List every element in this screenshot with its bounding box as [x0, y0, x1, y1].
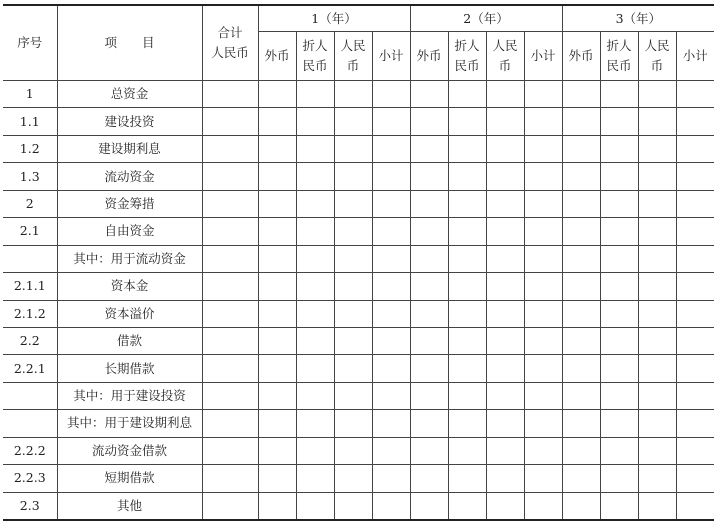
header-converted-rmb-year-3 — [600, 32, 638, 81]
empty-cell — [486, 245, 524, 272]
empty-cell — [334, 355, 372, 382]
empty-cell — [486, 492, 524, 520]
empty-cell — [638, 327, 676, 354]
empty-cell — [600, 492, 638, 520]
empty-cell — [676, 437, 714, 464]
empty-cell — [638, 300, 676, 327]
header-rmb-year-3 — [638, 32, 676, 81]
empty-cell — [334, 492, 372, 520]
empty-cell — [448, 81, 486, 108]
empty-cell — [600, 190, 638, 217]
empty-cell — [202, 382, 258, 409]
row-item: 资本金 — [57, 273, 202, 300]
empty-cell — [410, 163, 448, 190]
empty-cell — [202, 273, 258, 300]
table-row — [3, 245, 714, 272]
empty-cell — [600, 273, 638, 300]
empty-cell — [638, 492, 676, 520]
empty-cell — [410, 382, 448, 409]
empty-cell — [676, 163, 714, 190]
header-foreign-currency-label: 外币 — [416, 48, 442, 63]
table-row — [3, 163, 714, 190]
table-row — [3, 492, 714, 520]
empty-cell — [638, 465, 676, 492]
empty-cell — [202, 327, 258, 354]
empty-cell — [202, 108, 258, 135]
empty-cell — [486, 300, 524, 327]
empty-cell — [258, 355, 296, 382]
empty-cell — [562, 218, 600, 245]
empty-cell — [334, 465, 372, 492]
empty-cell — [638, 81, 676, 108]
header-rmb-year-1 — [334, 32, 372, 81]
empty-cell — [600, 135, 638, 162]
empty-cell — [258, 300, 296, 327]
empty-cell — [410, 190, 448, 217]
empty-cell — [448, 300, 486, 327]
empty-cell — [562, 300, 600, 327]
empty-cell — [600, 465, 638, 492]
header-total-line2: 人民币 — [211, 45, 249, 60]
empty-cell — [486, 108, 524, 135]
empty-cell — [524, 163, 562, 190]
empty-cell — [448, 492, 486, 520]
header-rmb-year-2 — [486, 32, 524, 81]
header-rmb-label: 币 — [498, 58, 512, 73]
empty-cell — [638, 273, 676, 300]
table-row — [3, 465, 714, 492]
header-total-rmb — [202, 5, 258, 81]
header-subtotal-label: 小计 — [530, 48, 556, 63]
header-subtotal-label: 小计 — [682, 48, 708, 63]
header-foreign-currency-label: 外币 — [264, 48, 290, 63]
empty-cell — [372, 273, 410, 300]
row-item: 建设投资 — [57, 108, 202, 135]
empty-cell — [448, 218, 486, 245]
empty-cell — [600, 245, 638, 272]
empty-cell — [372, 190, 410, 217]
empty-cell — [258, 465, 296, 492]
empty-cell — [296, 327, 334, 354]
empty-cell — [372, 81, 410, 108]
empty-cell — [562, 135, 600, 162]
empty-cell — [372, 492, 410, 520]
row-seq: 2.1 — [3, 218, 57, 245]
empty-cell — [296, 273, 334, 300]
empty-cell — [600, 108, 638, 135]
empty-cell — [562, 108, 600, 135]
empty-cell — [448, 245, 486, 272]
header-converted-rmb-label: 折人 — [454, 38, 480, 53]
empty-cell — [638, 218, 676, 245]
empty-cell — [258, 382, 296, 409]
empty-cell — [486, 81, 524, 108]
empty-cell — [562, 465, 600, 492]
empty-cell — [448, 163, 486, 190]
header-subtotal-year-2 — [524, 32, 562, 81]
empty-cell — [334, 108, 372, 135]
empty-cell — [202, 355, 258, 382]
row-seq: 2.1.2 — [3, 300, 57, 327]
empty-cell — [600, 382, 638, 409]
empty-cell — [296, 382, 334, 409]
empty-cell — [202, 410, 258, 437]
empty-cell — [524, 382, 562, 409]
empty-cell — [296, 81, 334, 108]
table-row — [3, 300, 714, 327]
empty-cell — [600, 410, 638, 437]
empty-cell — [676, 355, 714, 382]
empty-cell — [676, 273, 714, 300]
empty-cell — [524, 437, 562, 464]
header-subtotal-year-1 — [372, 32, 410, 81]
empty-cell — [562, 163, 600, 190]
row-item: 流动资金借款 — [57, 437, 202, 464]
empty-cell — [258, 135, 296, 162]
empty-cell — [258, 437, 296, 464]
empty-cell — [296, 245, 334, 272]
row-seq: 2.2.2 — [3, 437, 57, 464]
empty-cell — [372, 108, 410, 135]
empty-cell — [676, 108, 714, 135]
table-row — [3, 108, 714, 135]
empty-cell — [296, 218, 334, 245]
empty-cell — [486, 465, 524, 492]
header-foreign-currency-year-1 — [258, 32, 296, 81]
empty-cell — [410, 218, 448, 245]
empty-cell — [202, 437, 258, 464]
empty-cell — [258, 108, 296, 135]
header-year-1: 1（年） — [258, 5, 410, 32]
empty-cell — [296, 108, 334, 135]
empty-cell — [258, 492, 296, 520]
row-item: 其中：用于建设期利息 — [57, 410, 202, 437]
empty-cell — [638, 410, 676, 437]
row-item: 长期借款 — [57, 355, 202, 382]
empty-cell — [296, 355, 334, 382]
empty-cell — [524, 465, 562, 492]
empty-cell — [334, 410, 372, 437]
empty-cell — [410, 327, 448, 354]
header-converted-rmb-label: 民币 — [454, 58, 480, 73]
table-row — [3, 81, 714, 108]
empty-cell — [258, 410, 296, 437]
empty-cell — [410, 437, 448, 464]
funding-table — [3, 4, 714, 521]
empty-cell — [600, 81, 638, 108]
empty-cell — [638, 190, 676, 217]
empty-cell — [410, 355, 448, 382]
row-item: 资本溢价 — [57, 300, 202, 327]
empty-cell — [676, 382, 714, 409]
empty-cell — [296, 492, 334, 520]
empty-cell — [372, 465, 410, 492]
header-rmb-label: 币 — [346, 58, 360, 73]
empty-cell — [334, 218, 372, 245]
empty-cell — [524, 410, 562, 437]
empty-cell — [600, 327, 638, 354]
empty-cell — [410, 135, 448, 162]
empty-cell — [524, 190, 562, 217]
empty-cell — [258, 327, 296, 354]
empty-cell — [202, 492, 258, 520]
row-seq: 2.1.1 — [3, 273, 57, 300]
empty-cell — [448, 437, 486, 464]
header-converted-rmb-label: 折人 — [302, 38, 328, 53]
empty-cell — [676, 245, 714, 272]
row-item: 流动资金 — [57, 163, 202, 190]
empty-cell — [524, 218, 562, 245]
empty-cell — [524, 327, 562, 354]
header-subtotal-label: 小计 — [378, 48, 404, 63]
empty-cell — [258, 81, 296, 108]
row-seq: 1 — [3, 81, 57, 108]
row-seq — [3, 410, 57, 437]
empty-cell — [372, 355, 410, 382]
table-row — [3, 218, 714, 245]
empty-cell — [334, 437, 372, 464]
row-item: 其中：用于建设投资 — [57, 382, 202, 409]
empty-cell — [258, 273, 296, 300]
empty-cell — [524, 355, 562, 382]
empty-cell — [410, 300, 448, 327]
empty-cell — [448, 410, 486, 437]
empty-cell — [638, 245, 676, 272]
empty-cell — [258, 163, 296, 190]
empty-cell — [600, 355, 638, 382]
row-item: 总资金 — [57, 81, 202, 108]
empty-cell — [258, 218, 296, 245]
empty-cell — [448, 273, 486, 300]
empty-cell — [448, 327, 486, 354]
empty-cell — [486, 163, 524, 190]
empty-cell — [486, 382, 524, 409]
empty-cell — [448, 355, 486, 382]
empty-cell — [372, 300, 410, 327]
empty-cell — [562, 437, 600, 464]
header-foreign-currency-year-2 — [410, 32, 448, 81]
empty-cell — [202, 81, 258, 108]
empty-cell — [524, 492, 562, 520]
empty-cell — [524, 245, 562, 272]
empty-cell — [562, 492, 600, 520]
empty-cell — [524, 300, 562, 327]
empty-cell — [676, 135, 714, 162]
header-total-line1: 合计 — [217, 25, 243, 40]
empty-cell — [562, 81, 600, 108]
row-item: 其他 — [57, 492, 202, 520]
empty-cell — [486, 135, 524, 162]
empty-cell — [486, 410, 524, 437]
empty-cell — [562, 190, 600, 217]
table-row — [3, 355, 714, 382]
row-item: 其中：用于流动资金 — [57, 245, 202, 272]
empty-cell — [676, 300, 714, 327]
table-row — [3, 190, 714, 217]
empty-cell — [410, 81, 448, 108]
empty-cell — [600, 218, 638, 245]
empty-cell — [524, 273, 562, 300]
row-item: 借款 — [57, 327, 202, 354]
empty-cell — [372, 135, 410, 162]
row-seq: 1.1 — [3, 108, 57, 135]
empty-cell — [600, 300, 638, 327]
header-subtotal-year-3 — [676, 32, 714, 81]
empty-cell — [410, 108, 448, 135]
empty-cell — [372, 327, 410, 354]
row-seq: 1.2 — [3, 135, 57, 162]
empty-cell — [258, 245, 296, 272]
header-year-3: 3（年） — [562, 5, 714, 32]
row-item: 建设期利息 — [57, 135, 202, 162]
empty-cell — [562, 245, 600, 272]
empty-cell — [296, 410, 334, 437]
header-converted-rmb-label: 折人 — [606, 38, 632, 53]
header-rmb-label: 人民 — [340, 38, 366, 53]
row-item: 资金筹措 — [57, 190, 202, 217]
empty-cell — [676, 327, 714, 354]
header-item: 项 目 — [57, 5, 202, 81]
empty-cell — [448, 108, 486, 135]
header-seq: 序号 — [3, 5, 57, 81]
empty-cell — [638, 163, 676, 190]
empty-cell — [296, 437, 334, 464]
empty-cell — [334, 190, 372, 217]
empty-cell — [562, 382, 600, 409]
empty-cell — [676, 190, 714, 217]
empty-cell — [676, 492, 714, 520]
empty-cell — [372, 410, 410, 437]
empty-cell — [524, 108, 562, 135]
empty-cell — [334, 245, 372, 272]
empty-cell — [410, 273, 448, 300]
table-row — [3, 410, 714, 437]
row-seq — [3, 245, 57, 272]
empty-cell — [676, 81, 714, 108]
empty-cell — [372, 218, 410, 245]
empty-cell — [448, 465, 486, 492]
empty-cell — [334, 382, 372, 409]
empty-cell — [638, 437, 676, 464]
empty-cell — [638, 382, 676, 409]
header-converted-rmb-label: 民币 — [606, 58, 632, 73]
empty-cell — [334, 135, 372, 162]
table-row — [3, 273, 714, 300]
empty-cell — [334, 327, 372, 354]
empty-cell — [562, 327, 600, 354]
row-seq: 2 — [3, 190, 57, 217]
empty-cell — [486, 355, 524, 382]
table-row — [3, 327, 714, 354]
empty-cell — [524, 81, 562, 108]
empty-cell — [486, 218, 524, 245]
header-rmb-label: 人民 — [492, 38, 518, 53]
empty-cell — [410, 492, 448, 520]
empty-cell — [202, 190, 258, 217]
table-row — [3, 437, 714, 464]
empty-cell — [562, 410, 600, 437]
row-seq: 2.2.3 — [3, 465, 57, 492]
empty-cell — [296, 190, 334, 217]
header-rmb-label: 人民 — [644, 38, 670, 53]
empty-cell — [486, 437, 524, 464]
empty-cell — [296, 465, 334, 492]
empty-cell — [202, 163, 258, 190]
empty-cell — [202, 218, 258, 245]
empty-cell — [448, 135, 486, 162]
empty-cell — [334, 300, 372, 327]
empty-cell — [638, 108, 676, 135]
row-seq — [3, 382, 57, 409]
empty-cell — [258, 190, 296, 217]
empty-cell — [562, 355, 600, 382]
table-row — [3, 135, 714, 162]
empty-cell — [202, 300, 258, 327]
empty-cell — [296, 163, 334, 190]
empty-cell — [676, 410, 714, 437]
empty-cell — [600, 163, 638, 190]
empty-cell — [448, 190, 486, 217]
header-converted-rmb-year-2 — [448, 32, 486, 81]
header-foreign-currency-label: 外币 — [568, 48, 594, 63]
empty-cell — [676, 465, 714, 492]
empty-cell — [638, 135, 676, 162]
empty-cell — [486, 273, 524, 300]
empty-cell — [334, 81, 372, 108]
empty-cell — [524, 135, 562, 162]
table-body — [3, 81, 714, 521]
empty-cell — [448, 382, 486, 409]
empty-cell — [372, 245, 410, 272]
empty-cell — [296, 135, 334, 162]
empty-cell — [562, 273, 600, 300]
header-foreign-currency-year-3 — [562, 32, 600, 81]
empty-cell — [372, 382, 410, 409]
empty-cell — [372, 437, 410, 464]
row-seq: 2.2 — [3, 327, 57, 354]
empty-cell — [372, 163, 410, 190]
row-seq: 1.3 — [3, 163, 57, 190]
empty-cell — [410, 245, 448, 272]
empty-cell — [676, 218, 714, 245]
empty-cell — [334, 273, 372, 300]
empty-cell — [638, 355, 676, 382]
empty-cell — [296, 300, 334, 327]
empty-cell — [486, 327, 524, 354]
header-year-2: 2（年） — [410, 5, 562, 32]
header-converted-rmb-label: 民币 — [302, 58, 328, 73]
empty-cell — [410, 410, 448, 437]
empty-cell — [486, 190, 524, 217]
empty-cell — [334, 163, 372, 190]
empty-cell — [600, 437, 638, 464]
empty-cell — [202, 465, 258, 492]
empty-cell — [410, 465, 448, 492]
header-rmb-label: 币 — [650, 58, 664, 73]
row-item: 短期借款 — [57, 465, 202, 492]
row-item: 自由资金 — [57, 218, 202, 245]
empty-cell — [202, 135, 258, 162]
row-seq: 2.2.1 — [3, 355, 57, 382]
table-row — [3, 382, 714, 409]
header-converted-rmb-year-1 — [296, 32, 334, 81]
empty-cell — [202, 245, 258, 272]
row-seq: 2.3 — [3, 492, 57, 520]
